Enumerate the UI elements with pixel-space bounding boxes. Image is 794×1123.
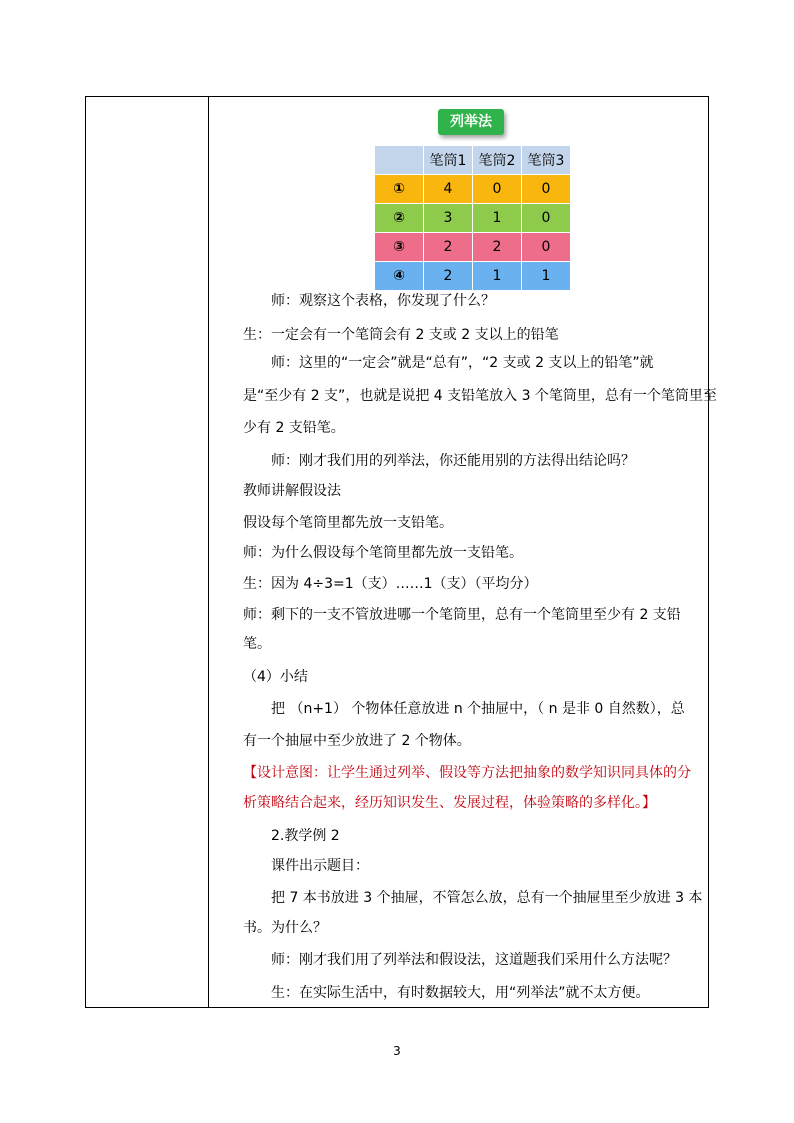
text-line: 是“至少有 2 支”，也就是说把 4 支铅笔放入 3 个笔筒里，总有一个笔筒里至 [243, 388, 717, 404]
design-intent-line: 析策略结合起来，经历知识发生、发展过程，体验策略的多样化。】 [243, 795, 656, 811]
table-cell [375, 146, 424, 175]
method-tab-label: 列举法 [438, 109, 504, 135]
table-cell: ④ [375, 262, 424, 291]
text-line: 笔。 [243, 636, 271, 652]
text-line: 师：这里的“一定会”就是“总有”，“2 支或 2 支以上的铅笔”就 [271, 355, 654, 371]
text-line: 有一个抽屉中至少放进了 2 个物体。 [243, 733, 471, 749]
table-cell: ① [375, 175, 424, 204]
table-row [375, 233, 571, 262]
text-line: 课件出示题目： [271, 858, 369, 874]
table-row [375, 175, 571, 204]
text-line: 教师讲解假设法 [243, 483, 341, 499]
table-cell: 3 [424, 204, 473, 233]
table-cell: 2 [424, 262, 473, 291]
section-heading: 2.教学例 2 [271, 828, 340, 844]
table-cell: 笔筒3 [522, 146, 571, 175]
table-cell: 0 [522, 204, 571, 233]
text-line: 师：观察这个表格，你发现了什么？ [271, 293, 495, 309]
text-line: 书。为什么？ [243, 920, 327, 936]
table-cell: 0 [522, 175, 571, 204]
text-line: 师：剩下的一支不管放进哪一个笔筒里，总有一个笔筒里至少有 2 支铅 [243, 607, 681, 623]
text-line: 把 （n+1） 个物体任意放进 n 个抽屉中，（ n 是非 0 自然数），总 [271, 701, 685, 717]
table-cell: ③ [375, 233, 424, 262]
text-line: 生：在实际生活中，有时数据较大，用“列举法”就不太方便。 [271, 985, 650, 1001]
text-line: 少有 2 支铅笔。 [243, 420, 345, 436]
table-header-row [375, 146, 571, 175]
table-cell: 笔筒2 [473, 146, 522, 175]
table-cell: 笔筒1 [424, 146, 473, 175]
text-line: 师：刚才我们用了列举法和假设法，这道题我们采用什么方法呢？ [271, 952, 677, 968]
text-line: 生：因为 4÷3=1（支）……1（支）（平均分） [243, 576, 538, 592]
table-cell: 1 [522, 262, 571, 291]
table-row [375, 262, 571, 291]
table-cell: ② [375, 204, 424, 233]
table-cell: 1 [473, 204, 522, 233]
text-line: 把 7 本书放进 3 个抽屉，不管怎么放，总有一个抽屉里至少放进 3 本 [271, 890, 703, 906]
column-divider [208, 97, 209, 1007]
table-cell: 2 [473, 233, 522, 262]
text-line: 生：一定会有一个笔筒会有 2 支或 2 支以上的铅笔 [243, 327, 559, 343]
section-heading: （4）小结 [243, 669, 308, 685]
design-intent-line: 【设计意图：让学生通过列举、假设等方法把抽象的数学知识同具体的分 [243, 765, 691, 781]
enumeration-table [374, 145, 571, 291]
table-row [375, 204, 571, 233]
table-cell: 0 [522, 233, 571, 262]
table-cell: 1 [473, 262, 522, 291]
text-line: 师：为什么假设每个笔筒里都先放一支铅笔。 [243, 545, 523, 561]
table-cell: 4 [424, 175, 473, 204]
table-cell: 0 [473, 175, 522, 204]
table-cell: 2 [424, 233, 473, 262]
text-line: 师：刚才我们用的列举法，你还能用别的方法得出结论吗？ [271, 453, 635, 469]
text-line: 假设每个笔筒里都先放一支铅笔。 [243, 515, 453, 531]
page-number: 3 [393, 1044, 401, 1058]
